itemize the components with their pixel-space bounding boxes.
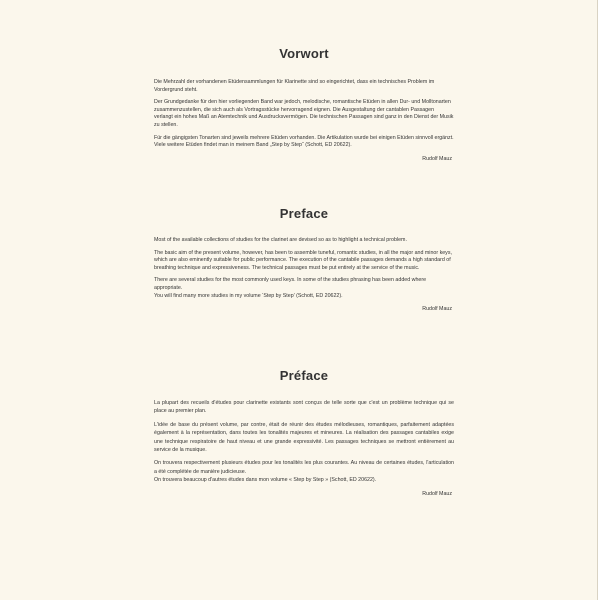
french-section: [154, 368, 454, 498]
french-paragraph-3: On trouvera respectivement plusieurs études pour les tonalités les plus courantes. Au niveau de certaines études, l'articulation a été complétée de manière judicieuse. On trouvera beaucoup d'autres études dans mon volume « Step by Step » (Schott, ED 20622).: [154, 460, 454, 484]
english-signature: Rudolf Mauz: [422, 306, 452, 313]
english-paragraph-2: The basic aim of the present volume, however, has been to assemble tuneful, romantic studies, in all the major and minor keys, which are also eminently suitable for public performance. The execution of the cantabile passages demands a high standard of breathing technique and expressiveness. The technical passages must be put entirely at the service of the music.: [154, 249, 452, 271]
german-paragraph-2: Der Grundgedanke für den hier vorliegenden Band war jedoch, melodische, romantische Etüden in allen Dur- und Molltonarten zusammenzustellen, die sich auch als Vortragsstücke hervorragend eignen. Die Ausgestaltung der cantablen Passagen verlangt ein hohes Maß an Atemtechnik und Ausdrucksvermögen. Die technischen Passagen sind ganz in den Dienst der Musik zu stellen.: [154, 99, 454, 128]
english-paragraph-3: There are several studies for the most commonly used keys. In some of the studies phrasing has been added where appropriate. You will find many more studies in my volume ‘Step by Step’ (Schott, ED 20622).: [154, 277, 427, 299]
english-section: [154, 206, 454, 314]
german-signature: Rudolf Mauz: [422, 155, 452, 162]
german-paragraph-3: Für die gängigsten Tonarten sind jeweils mehrere Etüden vorhanden. Die Artikulation wurde bei einigen Etüden sinnvoll ergänzt. Viele weitere Etüden findet man in meinem Band „Step by Step“ (Schott, ED 20622).: [154, 134, 454, 149]
german-title: Vorwort: [279, 46, 329, 61]
english-paragraph-1: Most of the available collections of studies for the clarinet are devised so as to highlight a technical problem.: [154, 237, 407, 243]
english-title: Preface: [279, 206, 329, 221]
french-signature: Rudolf Mauz: [422, 490, 452, 497]
german-section: [154, 46, 454, 163]
german-paragraph-1: Die Mehrzahl der vorhandenen Etüdensammlungen für Klarinette sind so eingerichtet, dass ein technisches Problem im Vordergrund steht.: [154, 79, 435, 93]
french-paragraph-2: L'idée de base du présent volume, par contre, était de réunir des études mélodieuses, romantiques, parfaitement adaptées également à la représentation, dans toutes les tonalités majeures et mineures. La réalisation des passages cantabiles exige une technique respiratoire de haut niveau et une grande expressivité. Les passages techniques se mettront entièrement au service de la musique.: [154, 421, 454, 454]
french-paragraph-1: La plupart des recueils d'études pour clarinette existants sont conçus de telle sorte que c'est un problème technique qui se place au premier plan.: [154, 400, 454, 415]
french-title: Préface: [279, 368, 329, 383]
